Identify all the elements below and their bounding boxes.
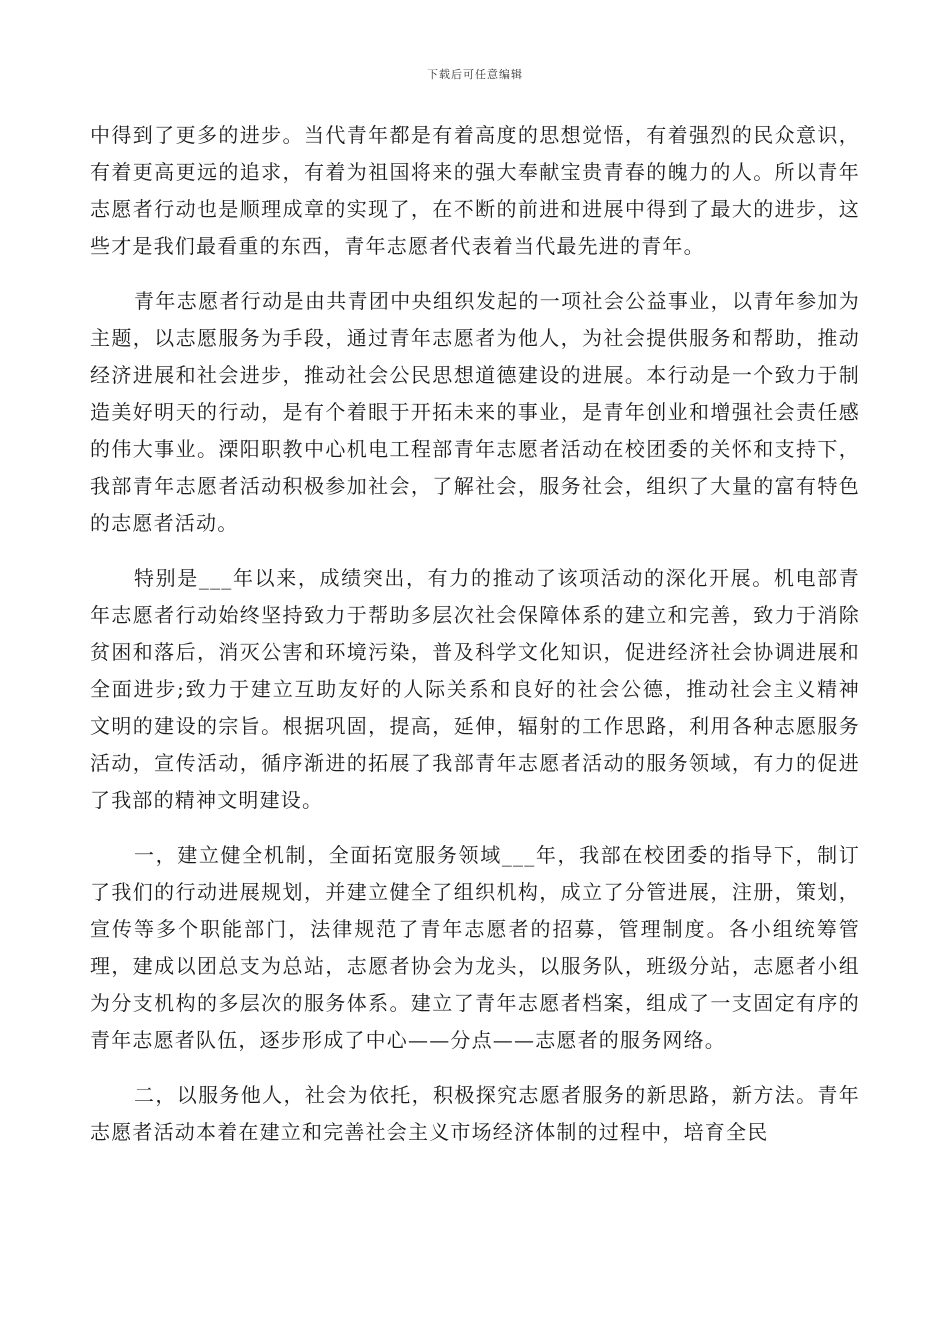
paragraph: 特别是___年以来，成绩突出，有力的推动了该项活动的深化开展。机电部青年志愿者行动始终坚持致力于帮助多层次社会保障体系的建立和完善，致力于消除贫困和落后，消灭公害和环境污染，普及科学文化知识，促进经济社会协调进展和全面进步;致力于建立互助友好的人际关系和良好的社会公德，推动社会主义精神文明的建设的宗旨。根据巩固，提高，延伸，辐射的工作思路，利用各种志愿服务活动，宣传活动，循序渐进的拓展了我部青年志愿者活动的服务领域，有力的促进了我部的精神文明建设。 xyxy=(90,566,860,812)
paragraph: 二，以服务他人，社会为依托，积极探究志愿者服务的新思路，新方法。青年志愿者活动本着在建立和完善社会主义市场经济体制的过程中，培育全民 xyxy=(90,1083,860,1144)
paragraph: 青年志愿者行动是由共青团中央组织发起的一项社会公益事业，以青年参加为主题，以志愿服务为手段，通过青年志愿者为他人，为社会提供服务和帮助，推动经济进展和社会进步，推动社会公民思想道德建设的进展。本行动是一个致力于制造美好明天的行动，是有个着眼于开拓未来的事业，是青年创业和增强社会责任感的伟大事业。溧阳职教中心机电工程部青年志愿者活动在校团委的关怀和支持下，我部青年志愿者活动积极参加社会，了解社会，服务社会，组织了大量的富有特色的志愿者活动。 xyxy=(90,289,860,535)
paragraph: 中得到了更多的进步。当代青年都是有着高度的思想觉悟，有着强烈的民众意识，有着更高更远的追求，有着为祖国将来的强大奉献宝贵青春的魄力的人。所以青年志愿者行动也是顺理成章的实现了，在不断的前进和进展中得到了最大的进步，这些才是我们最看重的东西，青年志愿者代表着当代最先进的青年。 xyxy=(90,123,860,258)
paragraph: 一，建立健全机制，全面拓宽服务领域___年，我部在校团委的指导下，制订了我们的行动进展规划，并建立健全了组织机构，成立了分管进展，注册，策划，宣传等多个职能部门，法律规范了青年志愿者的招募，管理制度。各小组统筹管理，建成以团总支为总站，志愿者协会为龙头，以服务队，班级分站，志愿者小组为分支机构的多层次的服务体系。建立了青年志愿者档案，组成了一支固定有序的青年志愿者队伍，逐步形成了中心——分点——志愿者的服务网络。 xyxy=(90,843,860,1052)
page-header: 下载后可任意编辑 xyxy=(427,68,523,81)
document-body xyxy=(90,117,860,1169)
